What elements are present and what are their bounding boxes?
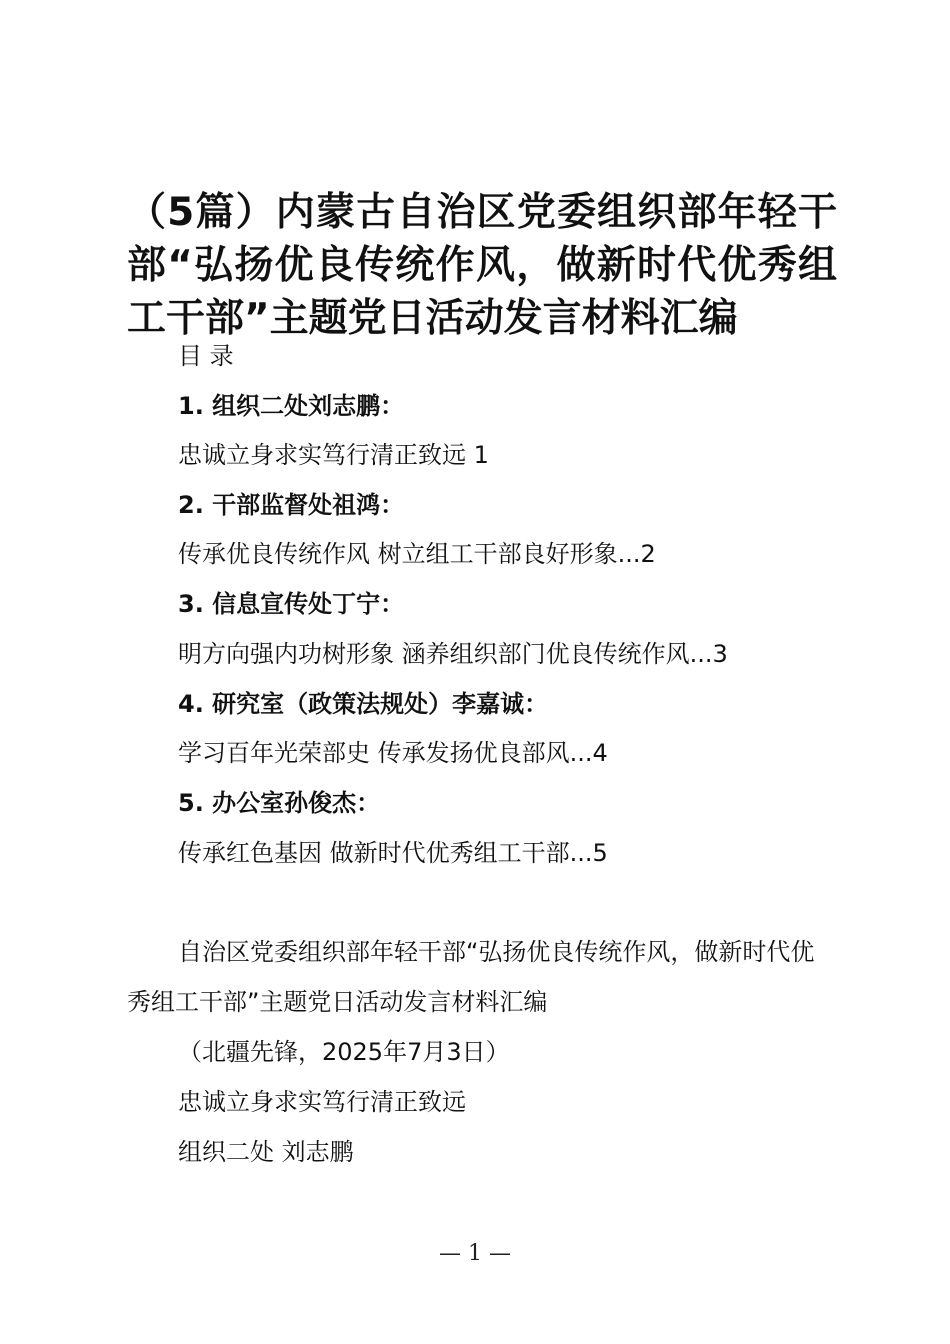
- toc-author-1: 1. 组织二处刘志鹏：: [178, 392, 405, 420]
- toc-author-2: 2. 干部监督处祖鸿：: [178, 491, 405, 519]
- toc-entry-2[interactable]: 传承优良传统作风 树立组工干部良好形象...2: [178, 540, 656, 568]
- toc-entry-3[interactable]: 明方向强内功树形象 涵养组织部门优良传统作风...3: [178, 640, 728, 668]
- article-author: 组织二处 刘志鹏: [178, 1138, 354, 1166]
- article-title: 忠诚立身求实笃行清正致远: [178, 1088, 466, 1116]
- toc-author-5: 5. 办公室孙俊杰：: [178, 789, 381, 817]
- toc-author-4: 4. 研究室（政策法规处）李嘉诚：: [178, 690, 549, 718]
- toc-author-3: 3. 信息宣传处丁宁：: [178, 590, 405, 618]
- toc-entry-4[interactable]: 学习百年光荣部史 传承发扬优良部风...4: [178, 739, 608, 767]
- body-title: 自治区党委组织部年轻干部“弘扬优良传统作风，做新时代优秀组工干部”主题党日活动发言材料汇编: [127, 938, 815, 1016]
- source-line: （北疆先锋，2025年7月3日）: [178, 1038, 510, 1066]
- toc-heading: 目 录: [178, 342, 234, 370]
- document-title: （5篇）内蒙古自治区党委组织部年轻干部“弘扬优良传统作风，做新时代优秀组工干部”主题党日活动发言材料汇编: [127, 190, 837, 341]
- page-number: — 1 —: [439, 1241, 511, 1266]
- toc-entry-1[interactable]: 忠诚立身求实笃行清正致远 1: [178, 441, 489, 469]
- toc-entry-5[interactable]: 传承红色基因 做新时代优秀组工干部...5: [178, 839, 608, 867]
